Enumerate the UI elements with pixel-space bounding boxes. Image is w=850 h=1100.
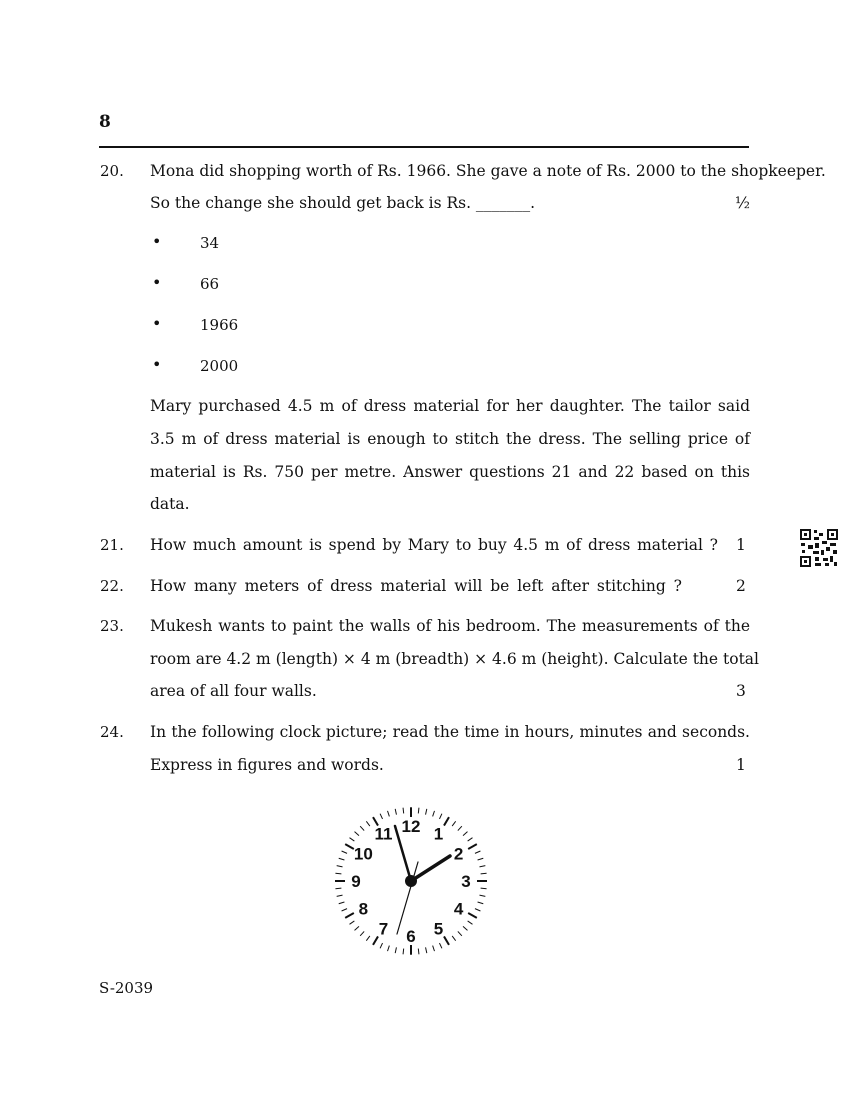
question-number: 20. (100, 162, 124, 180)
clock-numeral: 1 (433, 824, 444, 844)
passage-line: Mary purchased 4.5 m of dress material for her daughter. The tailor said (150, 397, 750, 415)
clock-tick (373, 936, 378, 944)
clock-tick (350, 838, 355, 841)
question-text: How many meters of dress material will be left after stitching ? (150, 577, 682, 595)
clock-tick (337, 866, 343, 867)
clock-tick (403, 808, 404, 814)
clock-tick (463, 832, 467, 836)
clock-tick (403, 949, 404, 955)
clock-tick (481, 873, 487, 874)
clock-numeral: 7 (378, 919, 389, 939)
question-text: Mukesh wants to paint the walls of his bedroom. The measurements of the (150, 617, 750, 635)
header-rule (99, 146, 749, 148)
question-number: 22. (100, 577, 124, 595)
question-text: Mona did shopping worth of Rs. 1966. She gave a note of Rs. 2000 to the shopkeeper. (150, 162, 826, 180)
clock-tick (350, 921, 355, 924)
question-text: Express in figures and words. (150, 756, 384, 774)
question-text: So the change she should get back is Rs. _______. (150, 194, 536, 212)
clock-tick (366, 936, 370, 941)
question-number: 23. (100, 617, 124, 635)
clock-tick (458, 826, 462, 830)
clock-face (330, 804, 492, 959)
bullet-icon: • (152, 273, 162, 292)
clock-tick (345, 913, 354, 918)
paper-code: S-2039 (99, 979, 154, 997)
question-marks: 2 (736, 577, 746, 595)
clock-tick (366, 821, 370, 826)
clock-tick (395, 947, 396, 953)
clock-tick (468, 844, 477, 849)
question-marks: 3 (736, 682, 746, 700)
clock-tick (478, 902, 484, 904)
clock-numeral: 2 (453, 844, 464, 864)
hour-hand (411, 856, 450, 881)
clock-tick (388, 811, 390, 817)
clock-tick (380, 943, 382, 948)
clock-tick (468, 838, 473, 841)
clock-tick (355, 832, 359, 836)
clock-tick (452, 936, 456, 941)
clock-tick (426, 947, 427, 953)
clock-tick (380, 814, 382, 819)
clock-tick (468, 921, 473, 924)
clock-tick (360, 826, 364, 830)
clock-numeral: 9 (351, 872, 361, 891)
question-text: How much amount is spend by Mary to buy 4.5 m of dress material ? (150, 536, 718, 554)
clock-illustration (330, 804, 492, 959)
clock-tick (335, 873, 341, 874)
clock-tick (339, 858, 345, 860)
clock-tick (342, 909, 347, 911)
question-text: room are 4.2 m (length) × 4 m (breadth) × 4.6 m (height). Calculate the total (150, 650, 760, 668)
question-number: 24. (100, 723, 124, 741)
clock-tick (418, 808, 419, 814)
clock-tick (468, 913, 477, 918)
clock-tick (463, 926, 467, 930)
clock-tick (444, 936, 449, 944)
clock-numeral: 8 (358, 899, 369, 919)
clock-tick (452, 821, 456, 826)
clock-tick (479, 895, 485, 896)
clock-tick (395, 809, 396, 815)
clock-tick (342, 851, 347, 853)
clock-tick (439, 943, 441, 948)
page-number: 8 (99, 112, 111, 132)
clock-tick (337, 895, 343, 896)
passage-line: 3.5 m of dress material is enough to stitch the dress. The selling price of (150, 430, 750, 448)
clock-numeral: 12 (401, 817, 421, 836)
clock-center (405, 875, 417, 887)
question-number: 21. (100, 536, 124, 554)
clock-tick (439, 814, 441, 819)
option-text: 34 (200, 234, 220, 252)
question-marks: 1 (736, 756, 746, 774)
option-text: 1966 (200, 316, 239, 334)
bullet-icon: • (152, 314, 162, 333)
clock-tick (355, 926, 359, 930)
qr-code-icon (799, 528, 839, 568)
question-text: area of all four walls. (150, 682, 317, 700)
clock-tick (475, 909, 480, 911)
clock-numeral: 5 (433, 919, 444, 939)
clock-tick (481, 888, 487, 889)
bullet-icon: • (152, 355, 162, 374)
clock-numeral: 3 (461, 872, 471, 891)
bullet-icon: • (152, 232, 162, 251)
clock-tick (335, 888, 341, 889)
clock-tick (426, 809, 427, 815)
clock-tick (388, 946, 390, 952)
clock-tick (433, 946, 435, 952)
passage-line: data. (150, 495, 190, 513)
clock-tick (339, 902, 345, 904)
clock-numeral: 11 (374, 824, 393, 844)
clock-tick (479, 866, 485, 867)
clock-numeral: 6 (406, 927, 416, 946)
clock-numeral: 4 (453, 899, 464, 919)
clock-tick (478, 858, 484, 860)
clock-tick (475, 851, 480, 853)
option-text: 66 (200, 275, 220, 293)
question-marks: ½ (735, 194, 751, 212)
clock-tick (444, 817, 449, 825)
clock-tick (345, 844, 354, 849)
question-marks: 1 (736, 536, 746, 554)
option-text: 2000 (200, 357, 239, 375)
clock-tick (433, 811, 435, 817)
question-text: In the following clock picture; read the time in hours, minutes and seconds. (150, 723, 750, 741)
clock-tick (360, 931, 364, 935)
clock-tick (458, 931, 462, 935)
clock-numeral: 10 (353, 844, 373, 864)
clock-tick (418, 949, 419, 955)
passage-line: material is Rs. 750 per metre. Answer questions 21 and 22 based on this (150, 463, 750, 481)
